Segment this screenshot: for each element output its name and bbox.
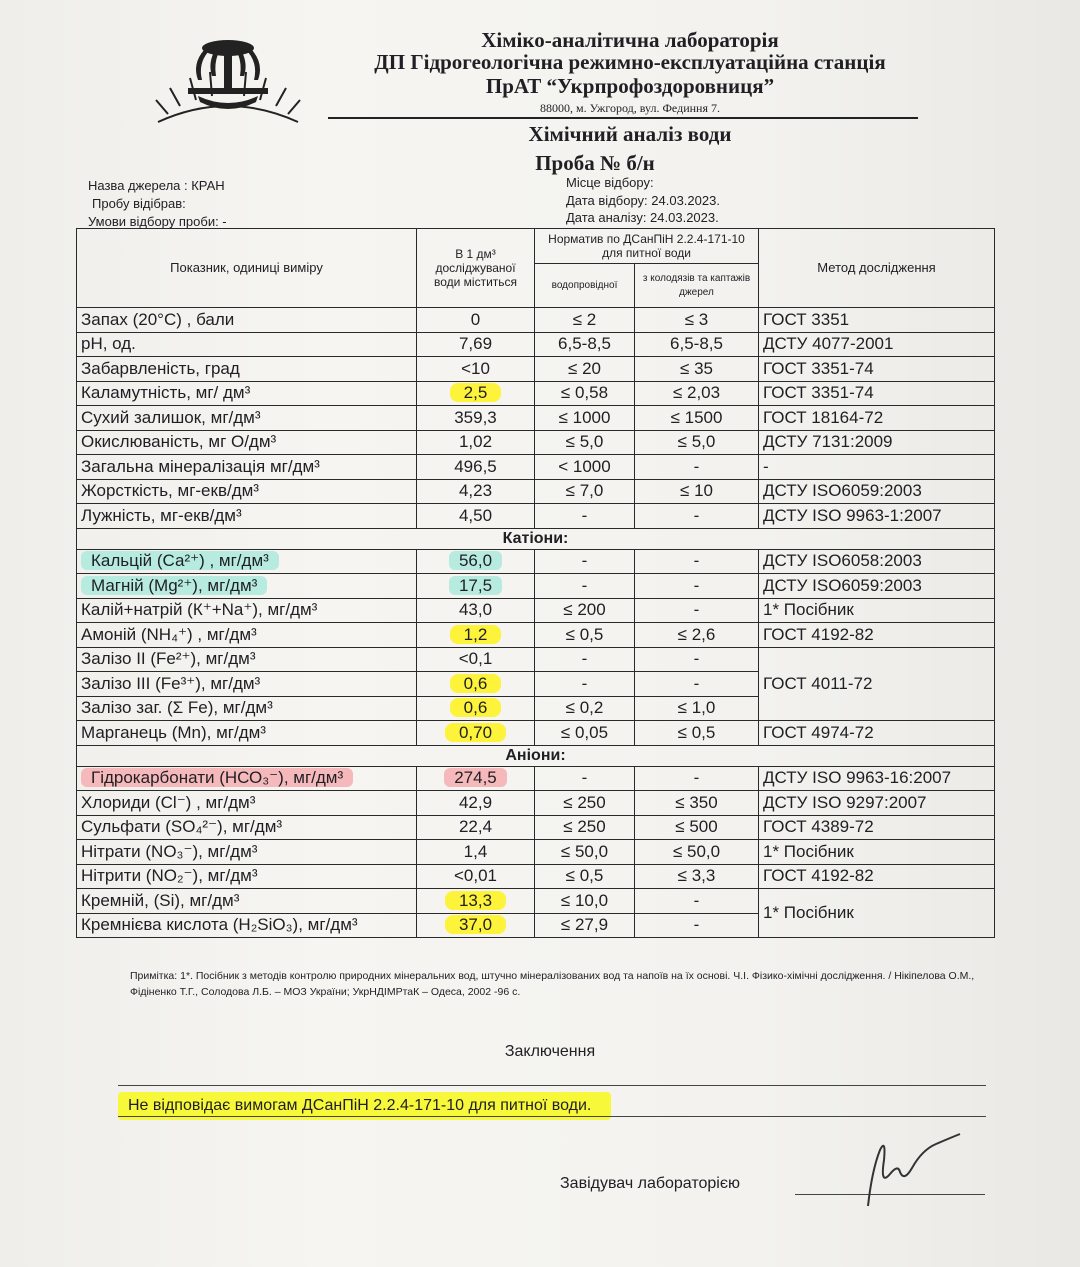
- norm-well-water: ≤ 5,0: [635, 430, 759, 455]
- indicator-name: Окислюваність, мг О/дм³: [77, 430, 417, 455]
- indicator-value: 43,0: [417, 598, 535, 623]
- norm-tap-water: -: [535, 766, 635, 791]
- highlighted-name: Гідрокарбонати (НСО₃⁻), мг/дм³: [81, 768, 353, 787]
- norm-well-water: ≤ 2,6: [635, 623, 759, 648]
- norm-well-water: -: [635, 598, 759, 623]
- indicator-value: [417, 623, 535, 648]
- norm-well-water: ≤ 3,3: [635, 864, 759, 889]
- indicator-value: [417, 889, 535, 914]
- indicator-name: Сульфати (SO₄²⁻), мг/дм³: [77, 815, 417, 840]
- norm-tap-water: ≤ 7,0: [535, 479, 635, 504]
- norm-tap-water: ≤ 20: [535, 357, 635, 382]
- norm-tap-water: -: [535, 504, 635, 529]
- indicator-name: Нітрити (NO₂⁻), мг/дм³: [77, 864, 417, 889]
- indicator-value: [417, 696, 535, 721]
- norm-well-water: -: [635, 455, 759, 480]
- analysis-table: [76, 228, 995, 938]
- norm-tap-water: -: [535, 647, 635, 672]
- sampling-place: Місце відбору:: [566, 175, 654, 190]
- norm-well-water: ≤ 35: [635, 357, 759, 382]
- norm-tap-water: ≤ 5,0: [535, 430, 635, 455]
- table-row: [77, 479, 995, 504]
- indicator-value: 4,50: [417, 504, 535, 529]
- highlighted-value: 17,5: [449, 576, 502, 595]
- table-row: [77, 357, 995, 382]
- lab-name: Хіміко-аналітична лабораторія: [481, 28, 779, 52]
- table-row: [77, 864, 995, 889]
- highlighted-value: 1,2: [450, 625, 502, 644]
- indicator-name: Запах (20°С) , бали: [77, 308, 417, 333]
- indicator-value: 1,4: [417, 840, 535, 865]
- indicator-value: 359,3: [417, 406, 535, 431]
- method-cell: ГОСТ 4011-72: [759, 647, 995, 721]
- indicator-name: Кремній, (Si), мг/дм³: [77, 889, 417, 914]
- table-row: [77, 574, 995, 599]
- indicator-name: [77, 574, 417, 599]
- indicator-name: Амоній (NH₄⁺) , мг/дм³: [77, 623, 417, 648]
- method-cell: ДСТУ ISO 9963-1:2007: [759, 504, 995, 529]
- indicator-name: Кремнієва кислота (H₂SiO₃), мг/дм³: [77, 913, 417, 938]
- highlighted-value: 0,70: [445, 723, 506, 742]
- indicator-name: Нітрати (NO₃⁻), мг/дм³: [77, 840, 417, 865]
- station-name: ДП Гідрогеологічна режимно-експлуатаційна станція: [374, 50, 886, 74]
- norm-tap-water: < 1000: [535, 455, 635, 480]
- table-row: [77, 504, 995, 529]
- norm-tap-water: ≤ 0,05: [535, 721, 635, 746]
- norm-tap-water: ≤ 250: [535, 791, 635, 816]
- table-row: [77, 840, 995, 865]
- header-divider: [328, 117, 918, 119]
- indicator-name: Хлориди (Cl⁻) , мг/дм³: [77, 791, 417, 816]
- highlighted-value: 0,6: [450, 674, 502, 693]
- header-method: Метод дослідження: [759, 229, 995, 308]
- highlighted-value: 37,0: [445, 915, 506, 934]
- norm-tap-water: ≤ 0,58: [535, 381, 635, 406]
- table-row: [77, 766, 995, 791]
- table-row: [77, 623, 995, 648]
- table-row: [77, 647, 995, 672]
- conclusion-line-1: [118, 1085, 986, 1086]
- method-cell: ГОСТ 4974-72: [759, 721, 995, 746]
- norm-well-water: -: [635, 913, 759, 938]
- method-cell: 1* Посібник: [759, 598, 995, 623]
- highlighted-value: 13,3: [445, 891, 506, 910]
- table-row: [77, 430, 995, 455]
- norm-tap-water: 6,5-8,5: [535, 332, 635, 357]
- norm-tap-water: -: [535, 672, 635, 697]
- lab-address: 88000, м. Ужгород, вул. Фединня 7.: [540, 101, 720, 115]
- footnote: Примітка: 1*. Посібник з методів контролю природних мінеральних вод, штучно мінералізованих вод та напоїв на їх основі. Ч.І. Фізико-хімічні дослідження. / Нікіпелова О.М., Фідіненко Т.Г., Солодова Л.Б. – МОЗ України; УкрНДІМРтаК – Одеса, 2002 -96 с.: [130, 970, 975, 998]
- sample-number: Проба № б/н: [535, 151, 655, 175]
- document-title: Хімічний аналіз води: [528, 122, 732, 146]
- table-row: [77, 721, 995, 746]
- table-row: [77, 381, 995, 406]
- norm-tap-water: ≤ 50,0: [535, 840, 635, 865]
- conclusion-title: Заключення: [504, 1043, 596, 1060]
- norm-well-water: 6,5-8,5: [635, 332, 759, 357]
- indicator-value: [417, 721, 535, 746]
- method-cell: ГОСТ 3351-74: [759, 381, 995, 406]
- indicator-value: 22,4: [417, 815, 535, 840]
- method-cell: ГОСТ 3351: [759, 308, 995, 333]
- header-norm: Норматив по ДСанПіН 2.2.4-171-10 для питної води: [535, 229, 759, 264]
- section-cations: Катіони:: [77, 528, 995, 549]
- indicator-value: <0,01: [417, 864, 535, 889]
- sampling-date: Дата відбору: 24.03.2023.: [566, 193, 720, 208]
- norm-well-water: -: [635, 647, 759, 672]
- highlighted-name: Кальцій (Са²⁺) , мг/дм³: [81, 551, 279, 570]
- norm-well-water: ≤ 0,5: [635, 721, 759, 746]
- method-cell: ДСТУ ISO6059:2003: [759, 479, 995, 504]
- indicator-name: Залізо III (Fe³⁺), мг/дм³: [77, 672, 417, 697]
- norm-well-water: ≤ 350: [635, 791, 759, 816]
- highlighted-value: 2,5: [450, 383, 502, 402]
- header-indicator: Показник, одиниці виміру: [77, 229, 417, 308]
- norm-tap-water: ≤ 1000: [535, 406, 635, 431]
- method-cell: ГОСТ 3351-74: [759, 357, 995, 382]
- indicator-value: [417, 672, 535, 697]
- method-cell: ДСТУ 7131:2009: [759, 430, 995, 455]
- norm-well-water: ≤ 2,03: [635, 381, 759, 406]
- norm-tap-water: ≤ 200: [535, 598, 635, 623]
- indicator-name: Марганець (Mn), мг/дм³: [77, 721, 417, 746]
- indicator-value: [417, 574, 535, 599]
- indicator-value: [417, 381, 535, 406]
- norm-well-water: ≤ 500: [635, 815, 759, 840]
- indicator-value: 0: [417, 308, 535, 333]
- norm-well-water: ≤ 10: [635, 479, 759, 504]
- signature: [850, 1130, 970, 1210]
- norm-well-water: ≤ 3: [635, 308, 759, 333]
- table-row: [77, 455, 995, 480]
- norm-tap-water: ≤ 0,5: [535, 623, 635, 648]
- highlighted-value: 0,6: [450, 698, 502, 717]
- norm-well-water: ≤ 50,0: [635, 840, 759, 865]
- indicator-name: Лужність, мг-екв/дм³: [77, 504, 417, 529]
- indicator-name: Каламутність, мг/ дм³: [77, 381, 417, 406]
- method-cell: ДСТУ ISO 9963-16:2007: [759, 766, 995, 791]
- indicator-name: Калій+натрій (К⁺+Na⁺), мг/дм³: [77, 598, 417, 623]
- indicator-name: [77, 766, 417, 791]
- method-cell: ДСТУ 4077-2001: [759, 332, 995, 357]
- indicator-value: <0,1: [417, 647, 535, 672]
- indicator-name: Жорсткість, мг-екв/дм³: [77, 479, 417, 504]
- indicator-value: 42,9: [417, 791, 535, 816]
- indicator-name: Загальна мінералізація мг/дм³: [77, 455, 417, 480]
- method-cell: ГОСТ 4192-82: [759, 623, 995, 648]
- norm-tap-water: ≤ 2: [535, 308, 635, 333]
- highlighted-value: 56,0: [449, 551, 502, 570]
- indicator-value: 1,02: [417, 430, 535, 455]
- sampler: Пробу відібрав:: [92, 196, 186, 211]
- norm-well-water: -: [635, 889, 759, 914]
- conclusion-line-2: [118, 1116, 986, 1117]
- norm-tap-water: ≤ 0,2: [535, 696, 635, 721]
- norm-well-water: -: [635, 766, 759, 791]
- table-row: [77, 815, 995, 840]
- table-row: [77, 332, 995, 357]
- norm-tap-water: ≤ 10,0: [535, 889, 635, 914]
- indicator-value: [417, 913, 535, 938]
- method-cell: ДСТУ ISO6059:2003: [759, 574, 995, 599]
- norm-well-water: ≤ 1500: [635, 406, 759, 431]
- indicator-value: 496,5: [417, 455, 535, 480]
- method-cell: -: [759, 455, 995, 480]
- section-anions: Аніони:: [77, 745, 995, 766]
- highlighted-name: Магній (Mg²⁺), мг/дм³: [81, 576, 267, 595]
- method-cell: ДСТУ ISO6058:2003: [759, 549, 995, 574]
- header-value: В 1 дм³ досліджуваної води міститься: [417, 229, 535, 308]
- method-cell: 1* Посібник: [759, 840, 995, 865]
- conclusion-text: Не відповідає вимогам ДСанПіН 2.2.4-171-10 для питної води.: [118, 1092, 611, 1120]
- table-row: [77, 406, 995, 431]
- table-row: [77, 598, 995, 623]
- norm-well-water: ≤ 1,0: [635, 696, 759, 721]
- norm-tap-water: -: [535, 549, 635, 574]
- norm-well-water: -: [635, 672, 759, 697]
- method-cell: ДСТУ ISO 9297:2007: [759, 791, 995, 816]
- indicator-name: [77, 549, 417, 574]
- indicator-name: Забарвленість, град: [77, 357, 417, 382]
- indicator-value: <10: [417, 357, 535, 382]
- method-cell: ГОСТ 18164-72: [759, 406, 995, 431]
- table-row: [77, 549, 995, 574]
- norm-well-water: -: [635, 504, 759, 529]
- method-cell: ГОСТ 4389-72: [759, 815, 995, 840]
- indicator-value: 7,69: [417, 332, 535, 357]
- analysis-date: Дата аналізу: 24.03.2023.: [566, 210, 719, 225]
- indicator-name: Залізо II (Fe²⁺), мг/дм³: [77, 647, 417, 672]
- highlighted-value: 274,5: [444, 768, 507, 787]
- table-row: [77, 308, 995, 333]
- indicator-value: [417, 549, 535, 574]
- norm-well-water: -: [635, 574, 759, 599]
- norm-tap-water: ≤ 0,5: [535, 864, 635, 889]
- method-cell: 1* Посібник: [759, 889, 995, 938]
- indicator-name: Залізо заг. (Σ Fe), мг/дм³: [77, 696, 417, 721]
- norm-tap-water: -: [535, 574, 635, 599]
- norm-well-water: -: [635, 549, 759, 574]
- header-norm-tap: водопровідної: [535, 264, 635, 308]
- sampling-conditions: Умови відбору проби: -: [88, 214, 227, 229]
- indicator-name: рН, од.: [77, 332, 417, 357]
- norm-tap-water: ≤ 250: [535, 815, 635, 840]
- header-norm-wells: з колодязів та каптажів джерел: [635, 264, 759, 308]
- source-name: Назва джерела : КРАН: [88, 178, 225, 193]
- indicator-name: Сухий залишок, мг/дм³: [77, 406, 417, 431]
- table-row: [77, 791, 995, 816]
- norm-tap-water: ≤ 27,9: [535, 913, 635, 938]
- laboratory-fountain-logo: [148, 30, 308, 130]
- head-of-lab-label: Завідувач лабораторією: [560, 1175, 741, 1192]
- table-row: [77, 889, 995, 914]
- indicator-value: 4,23: [417, 479, 535, 504]
- company-name: ПрАТ “Укрпрофоздоровниця”: [485, 74, 775, 98]
- method-cell: ГОСТ 4192-82: [759, 864, 995, 889]
- indicator-value: [417, 766, 535, 791]
